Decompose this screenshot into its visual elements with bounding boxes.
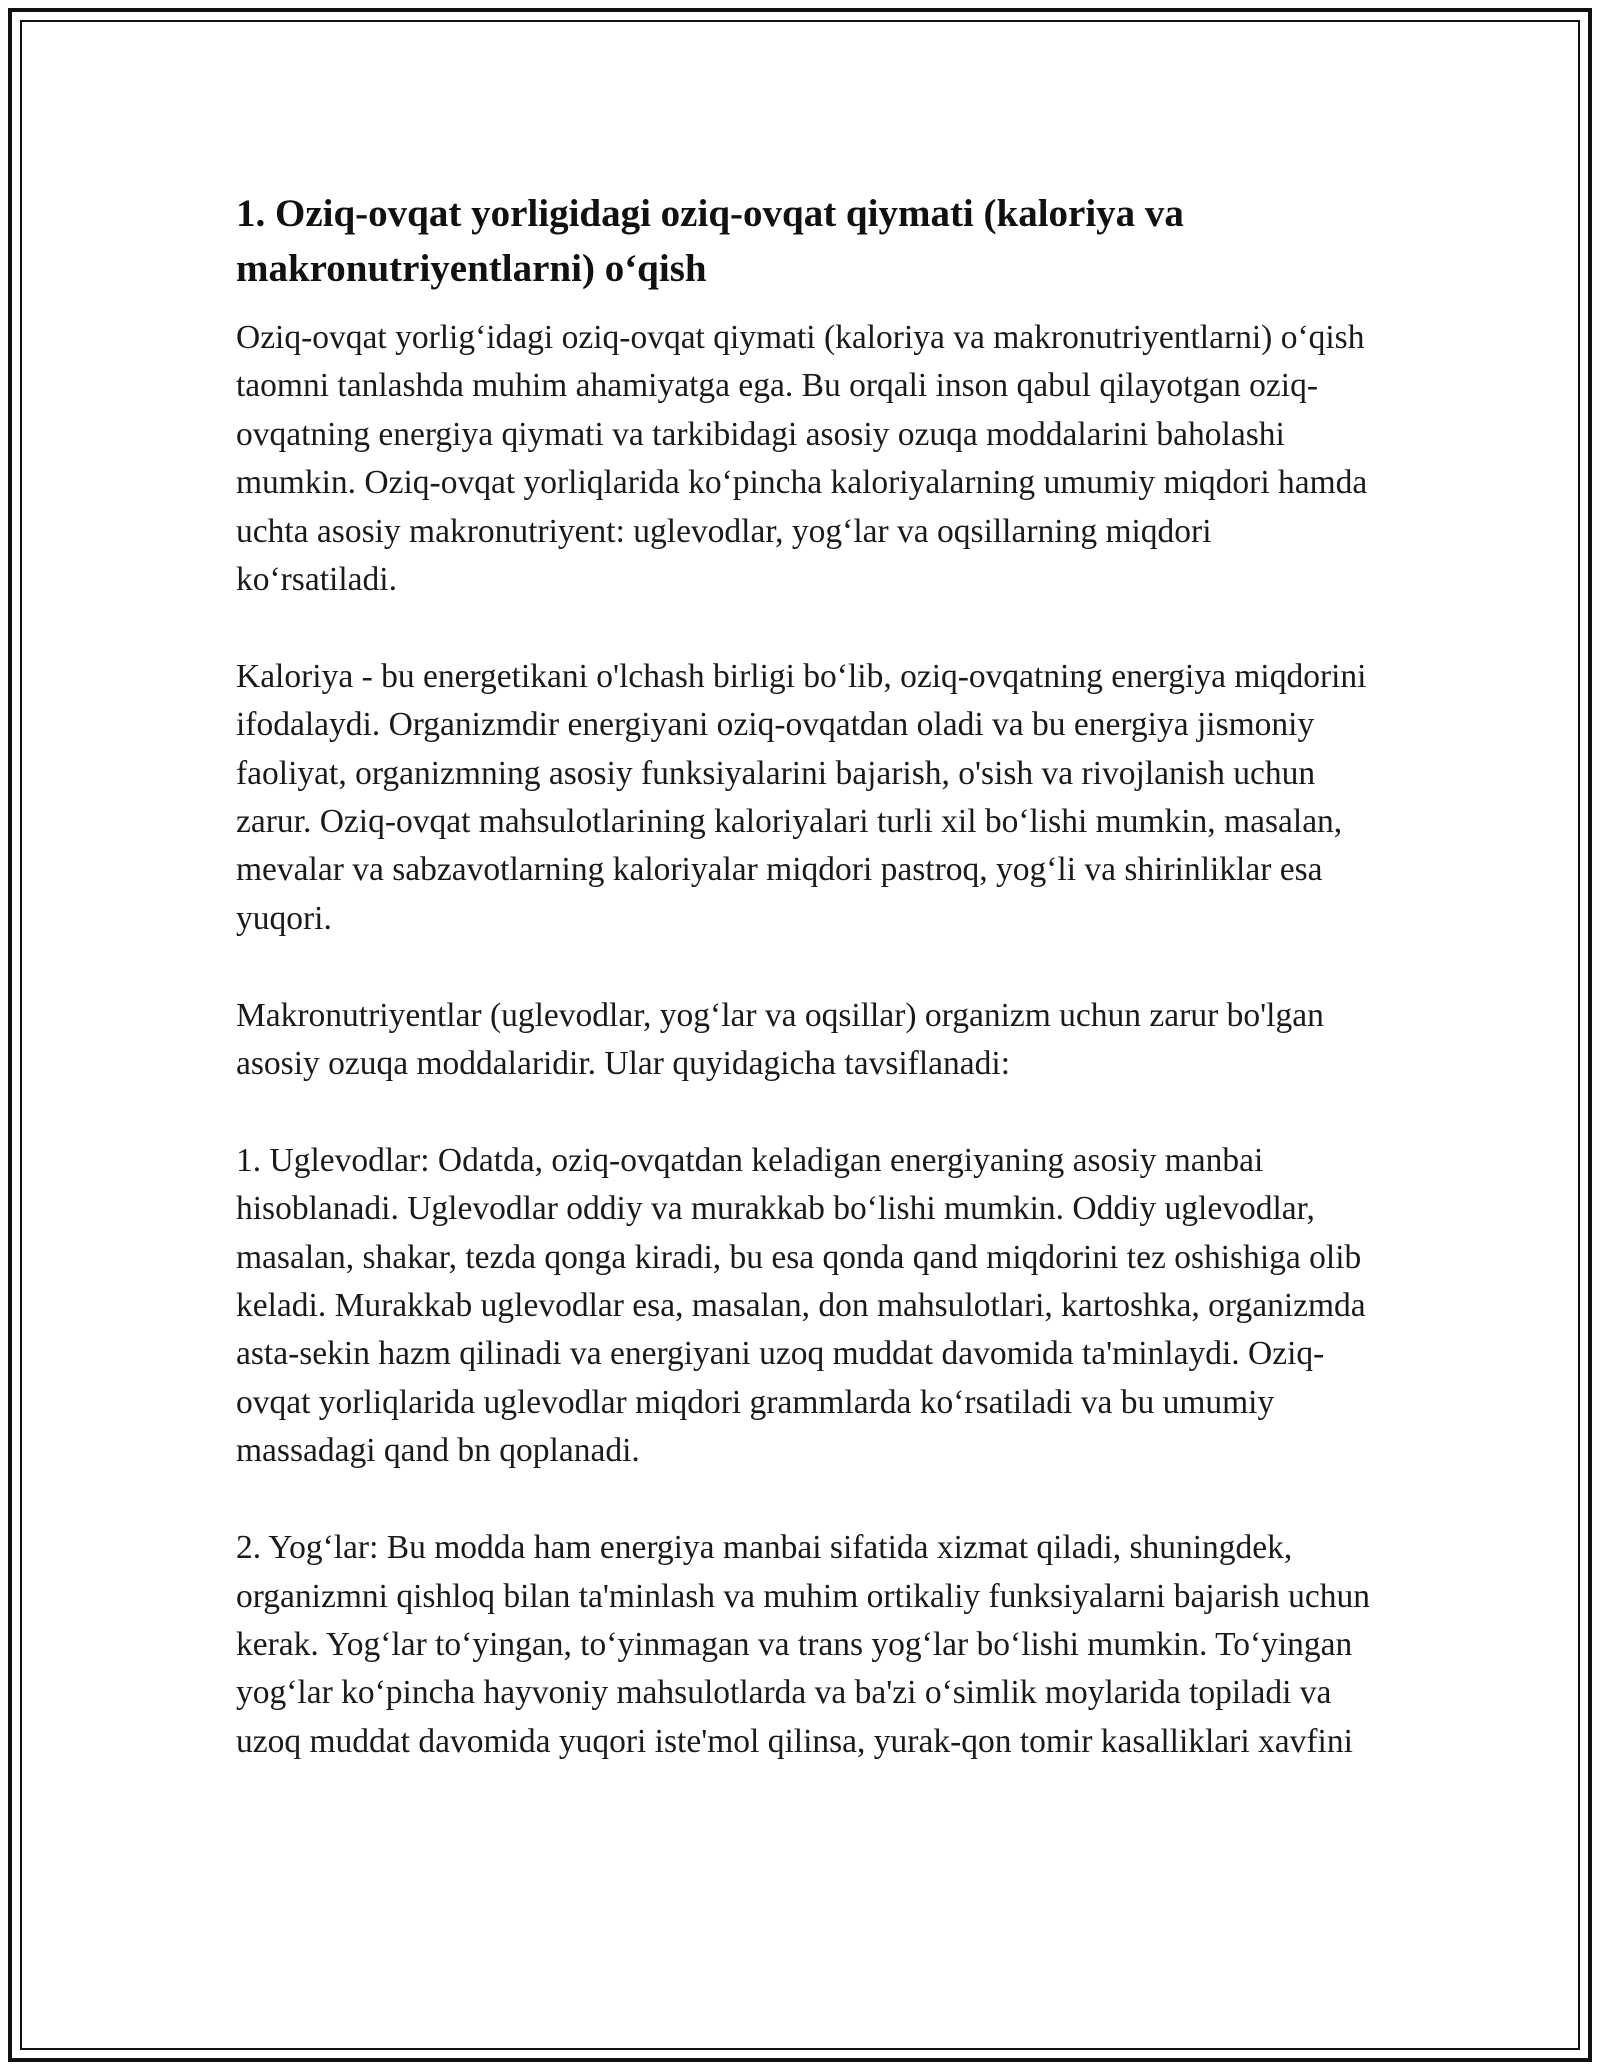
paragraph-calories: Kaloriya - bu energetikani o'lchash birligi bo‘lib, oziq-ovqatning energiya miqdorini ifodalaydi. Organizmdir energiyani oziq-ovqatdan oladi va bu energiya jismoniy faoliyat, organizmning asosiy funksiyalarini bajarish, o'sish va rivojlanish uchun zarur. Oziq-ovqat mahsulotlarining kaloriyalari turli xil bo‘lishi mumkin, masalan, mevalar va sabzavotlarning kaloriyalar miqdori pastroq, yog‘li va shirinliklar esa yuqori. — [236, 657, 1367, 937]
document-title: 1. Oziq-ovqat yorligidagi oziq-ovqat qiymati (kaloriya va makronutriyentlarni) o‘qish — [236, 192, 1184, 290]
paragraph-fats: 2. Yog‘lar: Bu modda ham energiya manbai sifatida xizmat qiladi, shuningdek, organizmni qishloq bilan ta'minlash va muhim ortikaliy funksiyalarni bajarish uchun kerak. Yog‘lar to‘yingan, to‘yinmagan va trans yog‘lar bo‘lishi mumkin. To‘yingan yog‘lar ko‘pincha hayvoniy mahsulotlarda va ba'zi o‘simlik moylarida topiladi va uzoq muddat davomida yuqori iste'mol qilinsa, yurak-qon tomir kasalliklari xavfini — [236, 1529, 1370, 1760]
document-body — [236, 186, 1372, 1815]
paragraph-macronutrients: Makronutriyentlar (uglevodlar, yog‘lar va oqsillar) organizm uchun zarur bo'lgan asosiy ozuqa moddalaridir. Ular quyidagicha tavsiflanadi: — [236, 996, 1324, 1083]
paragraph-intro: Oziq-ovqat yorlig‘idagi oziq-ovqat qiymati (kaloriya va makronutriyentlarni) o‘qish taomni tanlashda muhim ahamiyatga ega. Bu orqali inson qabul qilayotgan oziq-ovqatning energiya qiymati va tarkibidagi asosiy ozuqa moddalarini baholashi mumkin. Oziq-ovqat yorliqlarida ko‘pincha kaloriyalarning umumiy miqdori hamda uchta asosiy makronutriyent: uglevodlar, yog‘lar va oqsillarning miqdori ko‘rsatiladi. — [236, 319, 1368, 599]
paragraph-carbohydrates: 1. Uglevodlar: Odatda, oziq-ovqatdan keladigan energiyaning asosiy manbai hisoblanadi. Uglevodlar oddiy va murakkab bo‘lishi mumkin. Oddiy uglevodlar, masalan, shakar, tezda qonga kiradi, bu esa qonda qand miqdorini tez oshishiga olib keladi. Murakkab uglevodlar esa, masalan, don mahsulotlari, kartoshka, organizmda asta-sekin hazm qilinadi va energiyani uzoq muddat davomida ta'minlaydi. Oziq-ovqat yorliqlarida uglevodlar miqdori grammlarda ko‘rsatiladi va bu umumiy massadagi qand bn qoplanadi. — [236, 1141, 1366, 1470]
